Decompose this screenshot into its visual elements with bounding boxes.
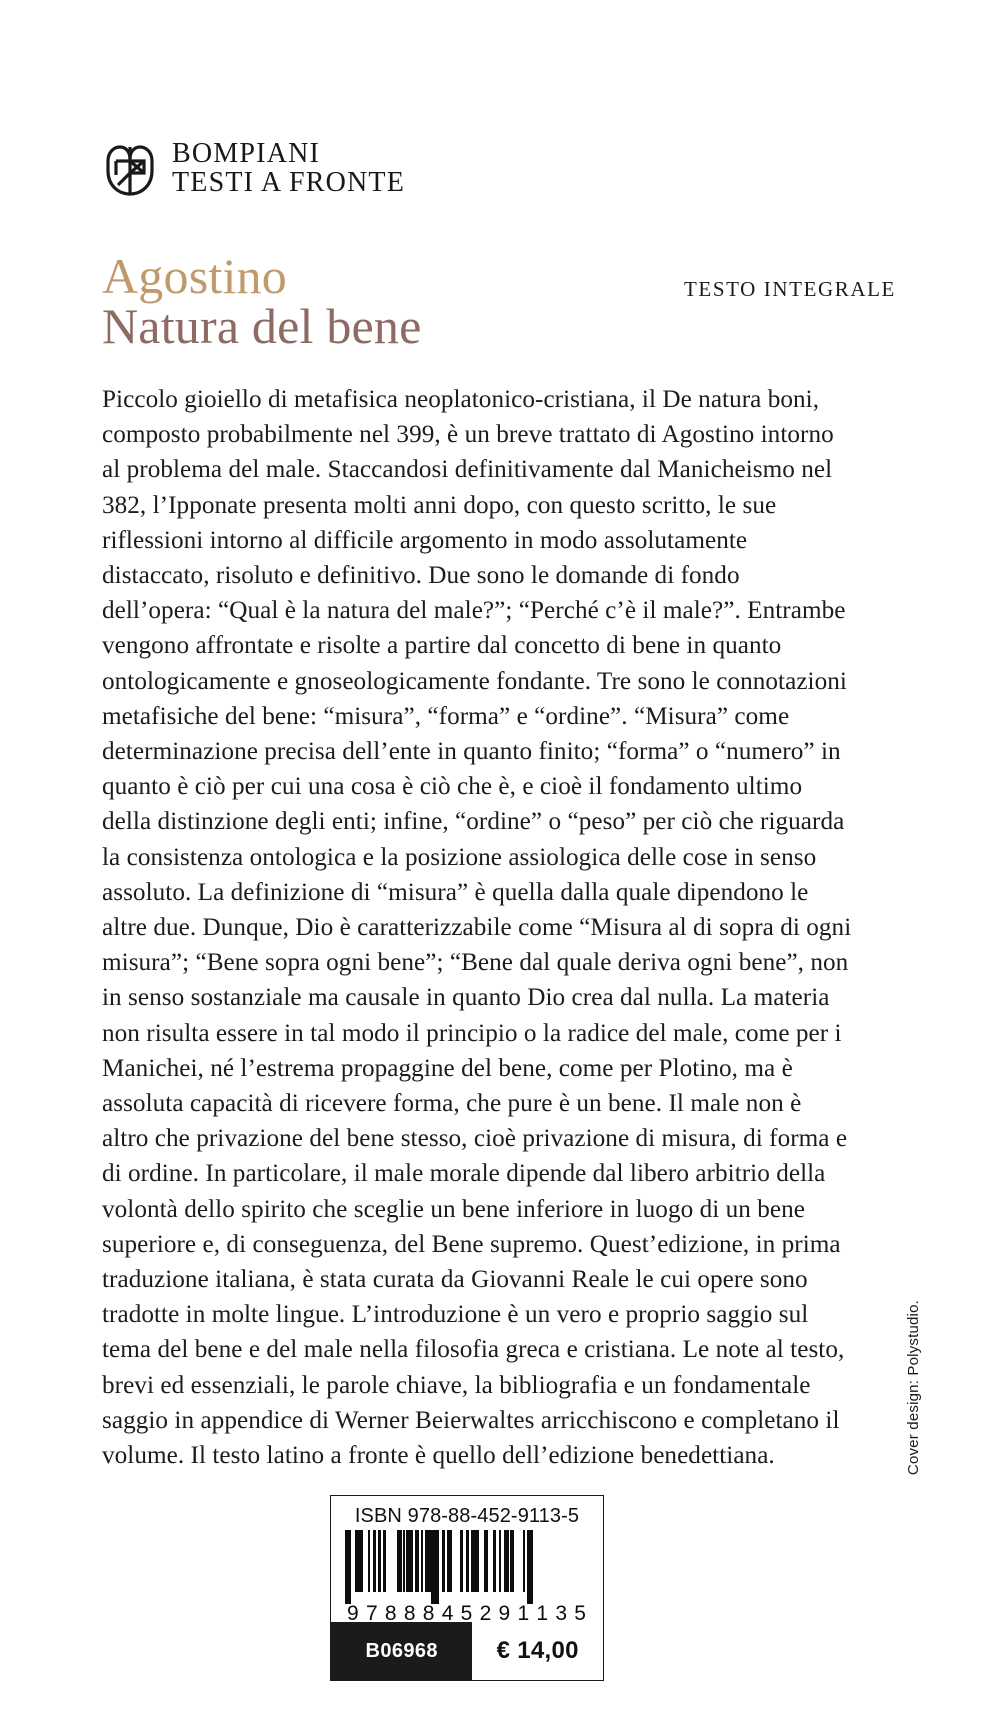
page-title: Natura del bene bbox=[102, 298, 422, 354]
barcode-digit: 4 bbox=[441, 1602, 455, 1625]
barcode-digit: 8 bbox=[403, 1602, 417, 1625]
title-block bbox=[102, 248, 622, 354]
publisher-wordmark bbox=[172, 140, 405, 197]
price-label: € 14,00 bbox=[472, 1622, 603, 1680]
bompiani-shield-flower-logo bbox=[104, 141, 156, 197]
barcode-panel bbox=[330, 1495, 604, 1681]
barcode-digit: 5 bbox=[460, 1602, 474, 1625]
publisher-imprint bbox=[104, 140, 405, 197]
barcode-digit: 9 bbox=[347, 1602, 360, 1625]
barcode-footer bbox=[331, 1622, 603, 1680]
barcode-digit: 8 bbox=[384, 1602, 398, 1625]
barcode-digit: 1 bbox=[517, 1602, 531, 1625]
barcode-digits bbox=[345, 1602, 589, 1626]
barcode-digit: 3 bbox=[555, 1602, 568, 1625]
publisher-name: BOMPIANI bbox=[172, 138, 321, 169]
barcode-digit: 2 bbox=[479, 1602, 493, 1625]
author-name: Agostino bbox=[102, 248, 287, 304]
edition-flag: TESTO INTEGRALE bbox=[683, 277, 896, 301]
product-code: B06968 bbox=[331, 1622, 472, 1680]
cover-design-credit: Cover design: Polystudio. bbox=[905, 1300, 922, 1476]
barcode-graphic bbox=[331, 1530, 603, 1625]
publisher-series: TESTI A FRONTE bbox=[172, 166, 406, 198]
barcode-digit: 1 bbox=[536, 1602, 550, 1625]
back-cover-blurb bbox=[102, 382, 854, 1473]
barcode-digit: 5 bbox=[574, 1602, 587, 1625]
barcode-digit: 9 bbox=[498, 1602, 512, 1625]
blurb-paragraph: Piccolo gioiello di metafisica neoplatonico-cristiana, il De natura boni, composto probabilmente nel 399, è un breve trattato di Agostino intorno al problema del male. Staccandosi definitivamente dal Manicheismo nel 382, l’Ipponate presenta molti anni dopo, con questo scritto, le sue riflessioni intorno al difficile argomento in modo assolutamente distaccato, risoluto e definitivo. Due sono le domande di fondo dell’opera: “Qual è la natura del male?”; “Perché c’è il male?”. Entrambe vengono affrontate e risolte a partire dal concetto di bene in quanto ontologicamente e gnoseologicamente fondante. Tre sono le connotazioni metafisiche del bene: “misura”, “forma” e “ordine”. “Misura” come determinazione precisa dell’ente in quanto finito; “forma” o “numero” in quanto è ciò per cui una cosa è ciò che è, e cioè il fondamento ultimo della distinzione degli enti; infine, “ordine” o “peso” per ciò che riguarda la consistenza ontologica e la posizione assiologica delle cose in senso assoluto. La definizione di “misura” è quella dalla quale dipendono le altre due. Dunque, Dio è caratterizzabile come “Misura al di sopra di ogni misura”; “Bene sopra ogni bene”; “Bene dal quale deriva ogni bene”, non in senso sostanziale ma causale in quanto Dio crea dal nulla. La materia non risulta essere in tal modo il principio o la radice del male, come per i Manichei, né l’estrema propaggine del bene, come per Plotino, ma è assoluta capacità di ricevere forma, che pure è un bene. Il male non è altro che privazione del bene stesso, cioè privazione di misura, di forma e di ordine. In particolare, il male morale dipende dal libero arbitrio della volontà dello spirito che sceglie un bene inferiore in luogo di un bene superiore e, di conseguenza, del Bene supremo. Quest’edizione, in prima traduzione italiana, è stata curata da Giovanni Reale le cui opere sono tradotte in molte lingue. L’introduzione è un vero e proprio saggio sul tema del bene e del male nella filosofia greca e cristiana. Le note al testo, brevi ed essenziali, le parole chiave, la bibliografia e un fondamentale saggio in appendice di Werner Beierwaltes arricchiscono e completano il volume. Il testo latino a fronte è quello dell’edizione benedettiana. bbox=[102, 386, 852, 1470]
isbn-text: ISBN 978-88-452-9113-5 bbox=[354, 1505, 580, 1527]
barcode-digit: 8 bbox=[422, 1602, 436, 1625]
barcode-bars bbox=[345, 1530, 589, 1604]
barcode-digit: 7 bbox=[365, 1602, 379, 1625]
